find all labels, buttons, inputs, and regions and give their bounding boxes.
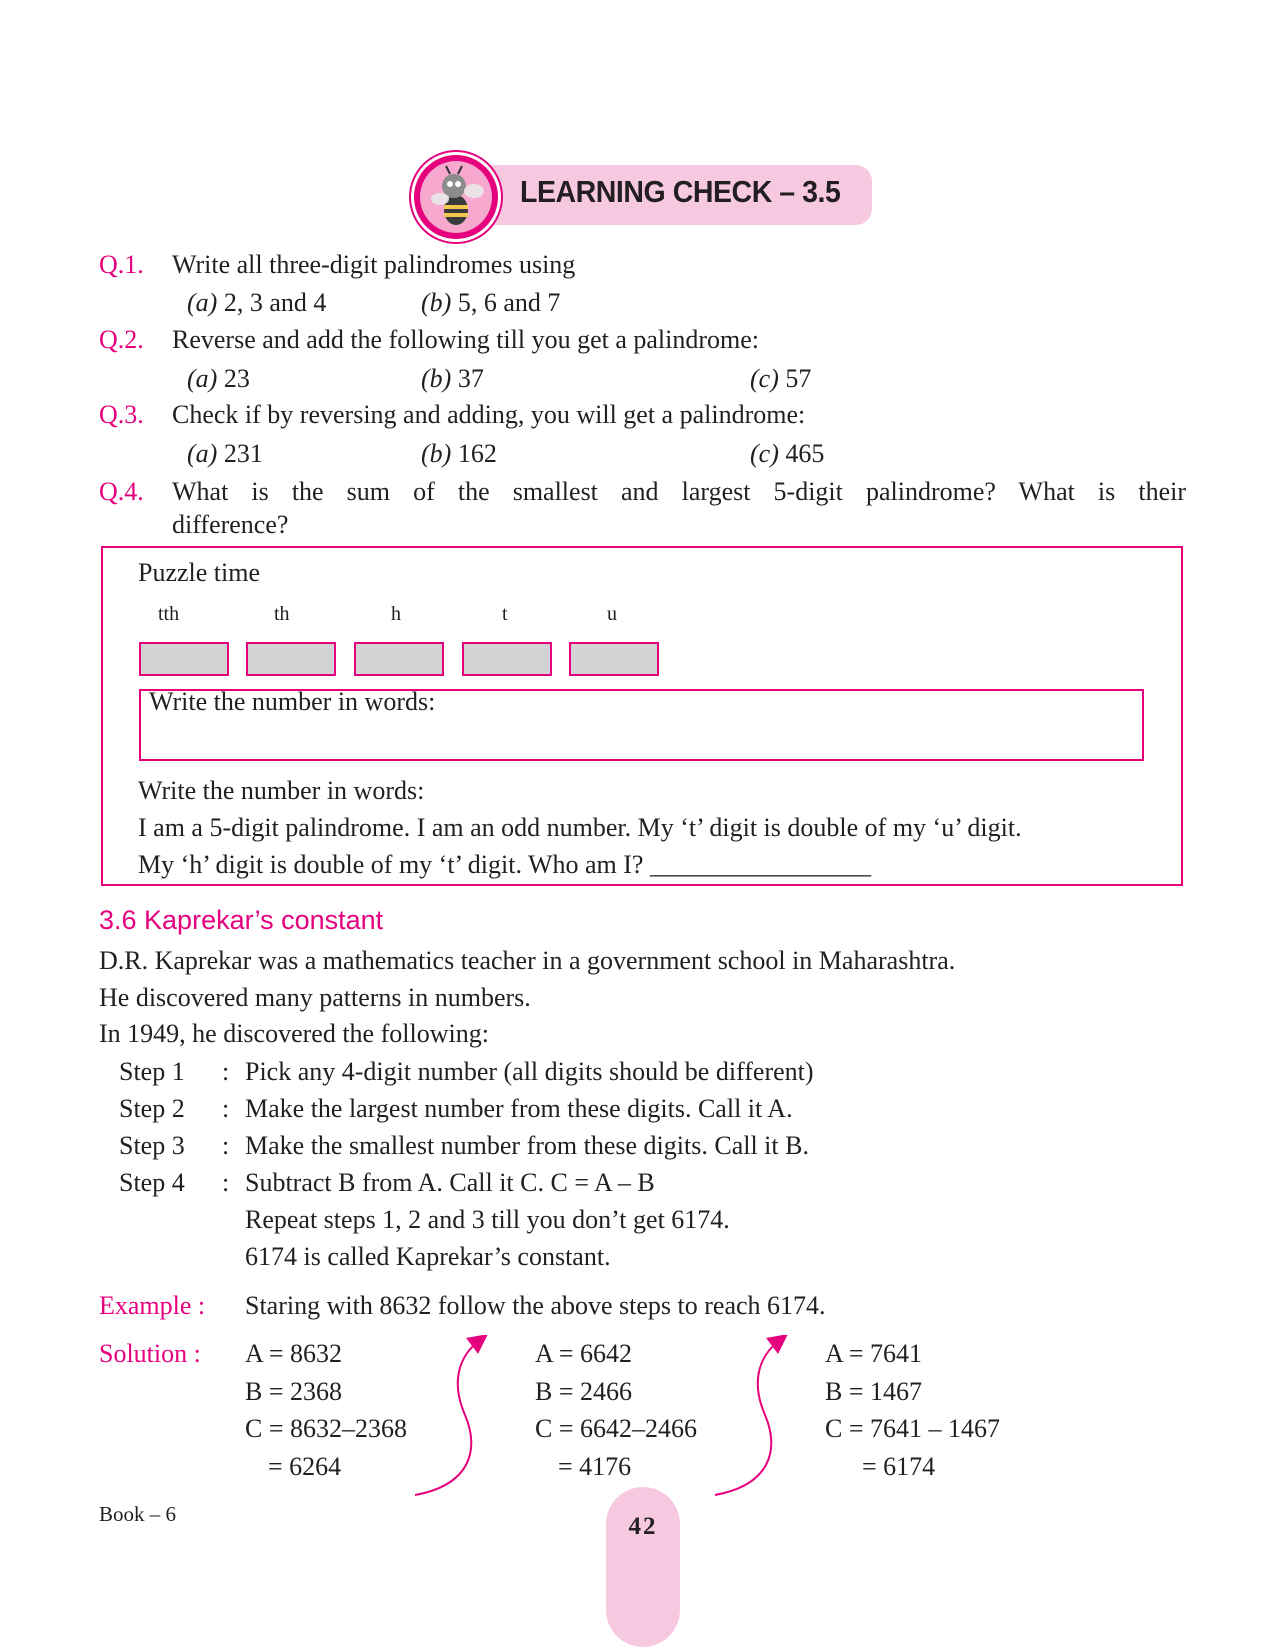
question-text: difference? bbox=[172, 510, 289, 539]
step-text: Subtract B from A. Call it C. C = A – B bbox=[245, 1168, 655, 1197]
step-extra: Repeat steps 1, 2 and 3 till you don’t get 6174. bbox=[245, 1205, 730, 1234]
paragraph-line: In 1949, he discovered the following: bbox=[99, 1019, 489, 1048]
puzzle-prompt: Write the number in words: bbox=[138, 776, 425, 805]
solution-b: B = 2466 bbox=[535, 1377, 633, 1406]
option-letter: (a) bbox=[187, 364, 218, 393]
question-label: Q.1. bbox=[99, 250, 144, 279]
question-label: Q.2. bbox=[99, 325, 144, 354]
curved-arrow-icon bbox=[705, 1335, 805, 1505]
option-text: 465 bbox=[785, 439, 825, 468]
place-label: tth bbox=[158, 603, 180, 625]
option-letter: (a) bbox=[187, 288, 218, 317]
place-label: u bbox=[607, 603, 617, 625]
option bbox=[187, 288, 326, 318]
section-title: 3.6 Kaprekar’s constant bbox=[99, 905, 384, 935]
option bbox=[750, 439, 824, 469]
solution-c: C = 7641 – 1467 bbox=[825, 1414, 1001, 1443]
option-letter: (b) bbox=[421, 364, 452, 393]
digit-box-tth[interactable] bbox=[139, 642, 229, 676]
bee-mascot-icon bbox=[411, 152, 501, 242]
book-label: Book – 6 bbox=[99, 1502, 177, 1526]
option-letter: (b) bbox=[421, 288, 452, 317]
step-colon: : bbox=[222, 1057, 230, 1086]
digit-box-h[interactable] bbox=[354, 642, 444, 676]
paragraph-line: D.R. Kaprekar was a mathematics teacher in a government school in Maharashtra. bbox=[99, 946, 956, 975]
step-extra: 6174 is called Kaprekar’s constant. bbox=[245, 1242, 611, 1271]
option-letter: (a) bbox=[187, 439, 218, 468]
paragraph-line: He discovered many patterns in numbers. bbox=[99, 983, 531, 1012]
option-letter: (b) bbox=[421, 439, 452, 468]
curved-arrow-icon bbox=[400, 1335, 500, 1505]
step-label: Step 3 bbox=[119, 1131, 185, 1160]
question-label: Q.4. bbox=[99, 477, 144, 506]
solution-c: C = 8632–2368 bbox=[245, 1414, 408, 1443]
puzzle-riddle: My ‘h’ digit is double of my ‘t’ digit. Who am I? _________________ bbox=[138, 850, 871, 879]
question-text: Check if by reversing and adding, you will get a palindrome: bbox=[172, 400, 806, 429]
solution-a: A = 8632 bbox=[245, 1339, 343, 1368]
words-box-label: Write the number in words: bbox=[149, 687, 436, 716]
step-colon: : bbox=[222, 1094, 230, 1123]
option bbox=[421, 288, 560, 318]
solution-a: A = 7641 bbox=[825, 1339, 923, 1368]
question-label: Q.3. bbox=[99, 400, 144, 429]
question-text: Write all three-digit palindromes using bbox=[172, 250, 576, 279]
solution-result: = 6264 bbox=[268, 1452, 342, 1481]
solution-c: C = 6642–2466 bbox=[535, 1414, 698, 1443]
page-number: 42 bbox=[628, 1513, 658, 1540]
puzzle-title: Puzzle time bbox=[138, 558, 261, 587]
puzzle-riddle: I am a 5-digit palindrome. I am an odd number. My ‘t’ digit is double of my ‘u’ digit. bbox=[138, 813, 1022, 842]
digit-box-th[interactable] bbox=[246, 642, 336, 676]
solution-result: = 6174 bbox=[862, 1452, 936, 1481]
option bbox=[750, 364, 811, 394]
option-text: 23 bbox=[223, 364, 250, 393]
option-text: 37 bbox=[457, 364, 484, 393]
solution-result: = 4176 bbox=[558, 1452, 632, 1481]
digit-box-t[interactable] bbox=[462, 642, 552, 676]
option bbox=[421, 439, 497, 469]
step-text: Pick any 4-digit number (all digits should be different) bbox=[245, 1057, 814, 1086]
solution-a: A = 6642 bbox=[535, 1339, 633, 1368]
question-text: What is the sum of the smallest and largest 5-digit palindrome? What is their bbox=[172, 477, 1186, 506]
step-text: Make the largest number from these digits. Call it A. bbox=[245, 1094, 793, 1123]
step-label: Step 4 bbox=[119, 1168, 185, 1197]
step-label: Step 1 bbox=[119, 1057, 185, 1086]
option-text: 2, 3 and 4 bbox=[223, 288, 327, 317]
option-letter: (c) bbox=[750, 364, 779, 393]
option bbox=[187, 439, 263, 469]
option-letter: (c) bbox=[750, 439, 779, 468]
step-label: Step 2 bbox=[119, 1094, 185, 1123]
option-text: 57 bbox=[785, 364, 812, 393]
option-text: 231 bbox=[223, 439, 263, 468]
step-colon: : bbox=[222, 1131, 230, 1160]
solution-b: B = 1467 bbox=[825, 1377, 923, 1406]
option-text: 162 bbox=[457, 439, 497, 468]
question-text: Reverse and add the following till you get a palindrome: bbox=[172, 325, 760, 354]
page-title: LEARNING CHECK – 3.5 bbox=[520, 174, 841, 209]
place-label: h bbox=[391, 603, 401, 625]
option bbox=[421, 364, 484, 394]
step-colon: : bbox=[222, 1168, 230, 1197]
option bbox=[187, 364, 250, 394]
place-label: t bbox=[502, 603, 508, 625]
solution-b: B = 2368 bbox=[245, 1377, 343, 1406]
page-number-tab bbox=[606, 1487, 680, 1647]
example-label: Example : bbox=[99, 1291, 206, 1320]
option-text: 5, 6 and 7 bbox=[457, 288, 561, 317]
example-text: Staring with 8632 follow the above steps to reach 6174. bbox=[245, 1291, 826, 1320]
digit-box-u[interactable] bbox=[569, 642, 659, 676]
place-label: th bbox=[274, 603, 290, 625]
solution-label: Solution : bbox=[99, 1339, 201, 1368]
step-text: Make the smallest number from these digits. Call it B. bbox=[245, 1131, 809, 1160]
